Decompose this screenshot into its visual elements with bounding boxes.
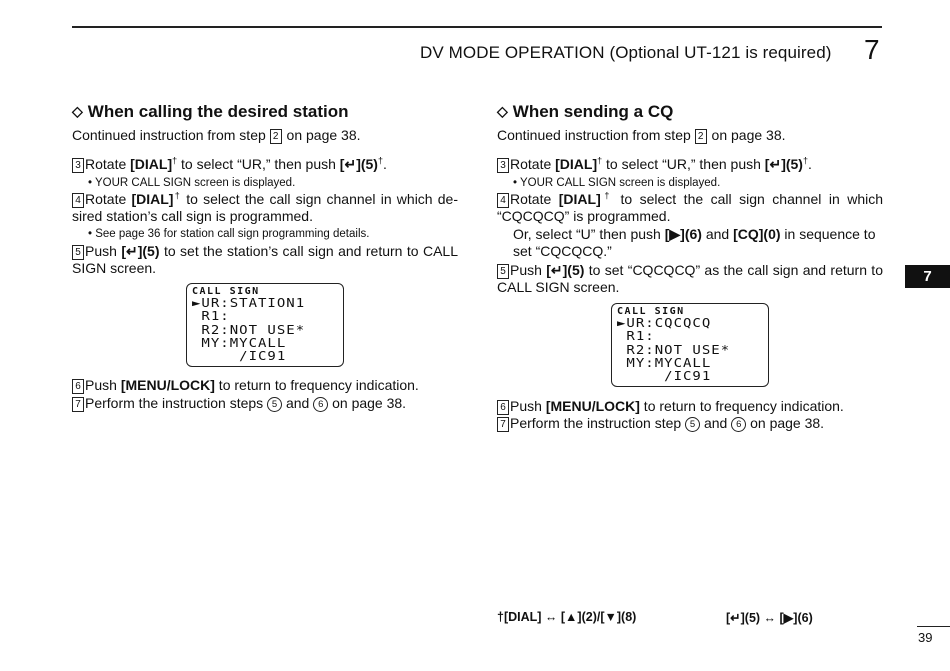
step-number-box: 2 [270, 129, 282, 144]
lcd-title: CALL SIGN [192, 286, 260, 297]
lcd-line: R1: [192, 309, 230, 324]
left-step-5: 5 Push [↵](5) to set the station’s call sign and return to CALL SIGN screen. [72, 243, 458, 276]
step-number-box: 4 [497, 193, 509, 208]
lcd-line: /IC91 [617, 369, 712, 384]
header-rule [72, 26, 882, 28]
right-step-6: 6 Push [MENU/LOCK] to return to frequency indication. [497, 398, 897, 415]
right-step-4: 4 Rotate [DIAL]† to select the call sign channel in which “CQCQCQ” is programmed. [497, 190, 884, 224]
circled-number: 5 [267, 397, 282, 412]
circled-number: 5 [685, 417, 700, 432]
page-number-rule [917, 626, 950, 627]
step-number-box: 7 [72, 397, 84, 412]
chapter-title: DV MODE OPERATION (Optional UT-121 is required) [420, 43, 832, 62]
left-step-4-note: • See page 36 for station call sign programming details. [88, 228, 370, 240]
page-number: 39 [918, 630, 933, 645]
left-step-3-note: • YOUR CALL SIGN screen is displayed. [88, 177, 296, 189]
step-number-box: 7 [497, 417, 509, 432]
chapter-number: 7 [864, 34, 880, 65]
lcd-line: R2:NOT USE* [192, 323, 306, 338]
right-intro: Continued instruction from step 2 on page 38. [497, 127, 786, 143]
right-step-7: 7 Perform the instruction step 5 and 6 on page 38. [497, 415, 897, 432]
lcd-line: ►UR:STATION1 [192, 296, 306, 311]
lcd-line: R1: [617, 329, 655, 344]
lcd-line: MY:MYCALL [617, 356, 712, 371]
step-number-box: 3 [72, 158, 84, 173]
left-section-title: ◇ When calling the desired station [72, 102, 349, 121]
lcd-title: CALL SIGN [617, 306, 685, 317]
diamond-icon: ◇ [72, 103, 83, 119]
left-step-4: 4 Rotate [DIAL]† to select the call sign channel in which de-sired station’s call sign is programmed. [72, 190, 459, 224]
left-step-6: 6 Push [MENU/LOCK] to return to frequency indication. [72, 377, 472, 394]
right-step-5: 5 Push [↵](5) to set “CQCQCQ” as the call sign and return to CALL SIGN screen. [497, 262, 883, 295]
right-section-title: ◇ When sending a CQ [497, 102, 674, 121]
step-number-box: 3 [497, 158, 509, 173]
circled-number: 6 [313, 397, 328, 412]
step-number-box: 5 [72, 245, 84, 260]
diamond-icon: ◇ [497, 103, 508, 119]
step-number-box: 6 [72, 379, 84, 394]
circled-number: 6 [731, 417, 746, 432]
right-lcd-display [611, 303, 769, 387]
step-number-box: 4 [72, 193, 84, 208]
left-step-3: 3 Rotate [DIAL]† to select “UR,” then push [↵](5)†. [72, 156, 458, 173]
lcd-line: MY:MYCALL [192, 336, 287, 351]
footnote-enter: [↵](5) ↔ [▶](6) [726, 611, 813, 625]
step-number-box: 5 [497, 264, 509, 279]
left-intro: Continued instruction from step 2 on page 38. [72, 127, 361, 143]
left-step-7: 7 Perform the instruction steps 5 and 6 on page 38. [72, 395, 472, 412]
lcd-line: ►UR:CQCQCQ [617, 316, 712, 331]
chapter-side-tab: 7 [905, 265, 950, 288]
step-number-box: 2 [695, 129, 707, 144]
lcd-line: R2:NOT USE* [617, 343, 731, 358]
left-lcd-display [186, 283, 344, 367]
lcd-line: /IC91 [192, 349, 287, 364]
step-number-box: 6 [497, 400, 509, 415]
right-step-3-note: • YOUR CALL SIGN screen is displayed. [513, 177, 721, 189]
footnote-dial: †[DIAL] ↔ [▲](2)/[▼](8) [497, 610, 637, 624]
right-step-4-alternative: Or, select “U” then push [▶](6) and [CQ](0) in sequence to set “CQCQCQ.” [513, 226, 876, 259]
right-step-3: 3 Rotate [DIAL]† to select “UR,” then push [↵](5)†. [497, 156, 883, 173]
